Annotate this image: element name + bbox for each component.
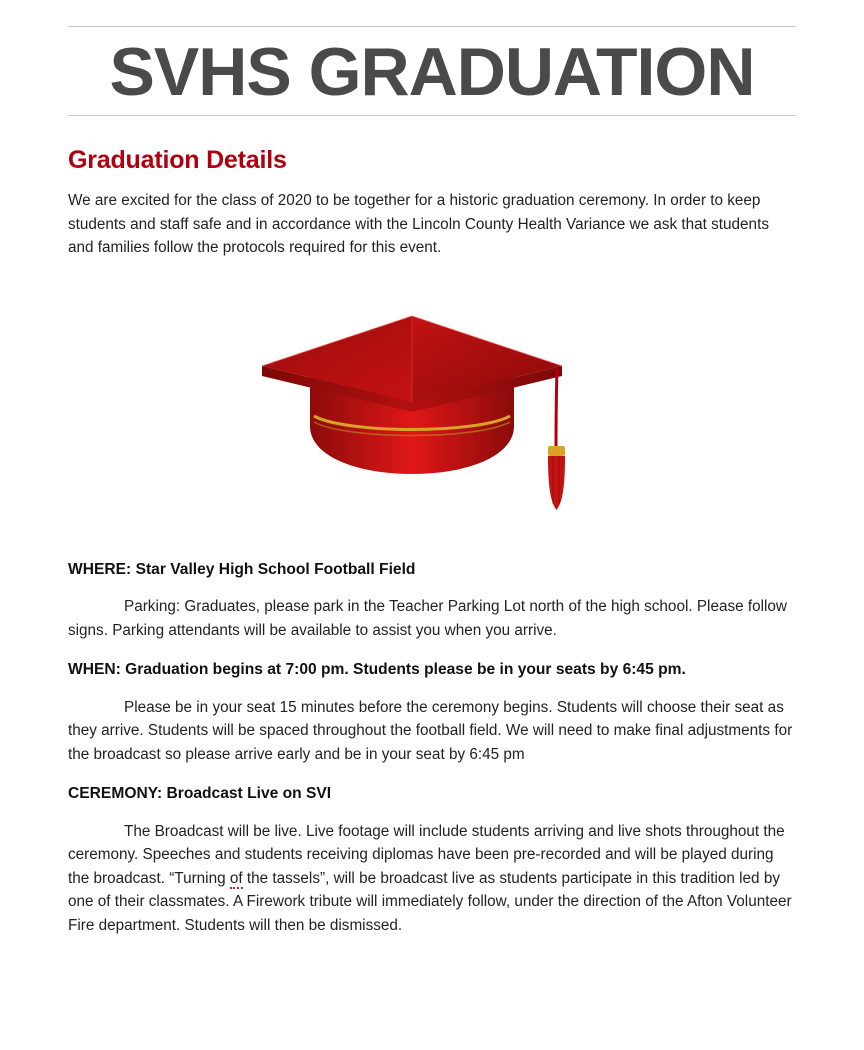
intro-paragraph: We are excited for the class of 2020 to be together for a historic graduation ceremony. In order to keep students and staff safe and in accordance with the Lincoln County Health Variance we ask that students and families follow the protocols required for this event. (68, 192, 769, 256)
ceremony-block (68, 782, 796, 937)
where-body: Parking: Graduates, please park in the Teacher Parking Lot north of the high school. Please follow signs. Parking attendants will be available to assist you when you arrive. (68, 598, 787, 639)
where-label: WHERE: (68, 560, 132, 578)
graduation-cap-icon (252, 298, 612, 548)
ceremony-label: CEREMONY: (68, 785, 163, 802)
ceremony-body (68, 820, 796, 938)
ceremony-label-line (68, 782, 796, 806)
document-page (0, 26, 864, 1050)
when-block (68, 658, 796, 766)
ceremony-body-part2: the tassels”, will be broadcast live as students participate in this tradition led by one of their classmates. A Firework tribute will immediately follow, under the direction of the Afton Volunteer Fire department. Students will then be dismissed. (68, 869, 792, 934)
page-title: SVHS GRADUATION (109, 34, 755, 110)
where-value: Star Valley High School Football Field (131, 560, 416, 578)
spellcheck-underline: of (229, 869, 243, 887)
section-heading: Graduation Details (68, 146, 287, 174)
title-block (68, 27, 796, 115)
when-label-line (68, 658, 796, 682)
ceremony-value: Broadcast Live on SVI (162, 785, 332, 802)
header-divider-bottom (68, 115, 796, 116)
where-block (68, 558, 796, 643)
where-label-line (68, 558, 796, 582)
graduation-cap-illustration (68, 288, 796, 558)
when-label: WHEN: (68, 661, 121, 678)
ceremony-body-part1: The Broadcast will be live. Live footage will include students arriving and live shots throughout the ceremony. Speeches and students receiving diplomas have been pre-recorded and will be played during the broadcast. “Turning (68, 822, 785, 887)
when-value: Graduation begins at 7:00 pm. Students please be in your seats by 6:45 pm. (120, 661, 686, 678)
when-body: Please be in your seat 15 minutes before the ceremony begins. Students will choose their seat as they arrive. Students will be spaced throughout the football field. We will need to make final adjustments for the broadcast so please arrive early and be in your seat by 6:45 pm (68, 698, 793, 763)
